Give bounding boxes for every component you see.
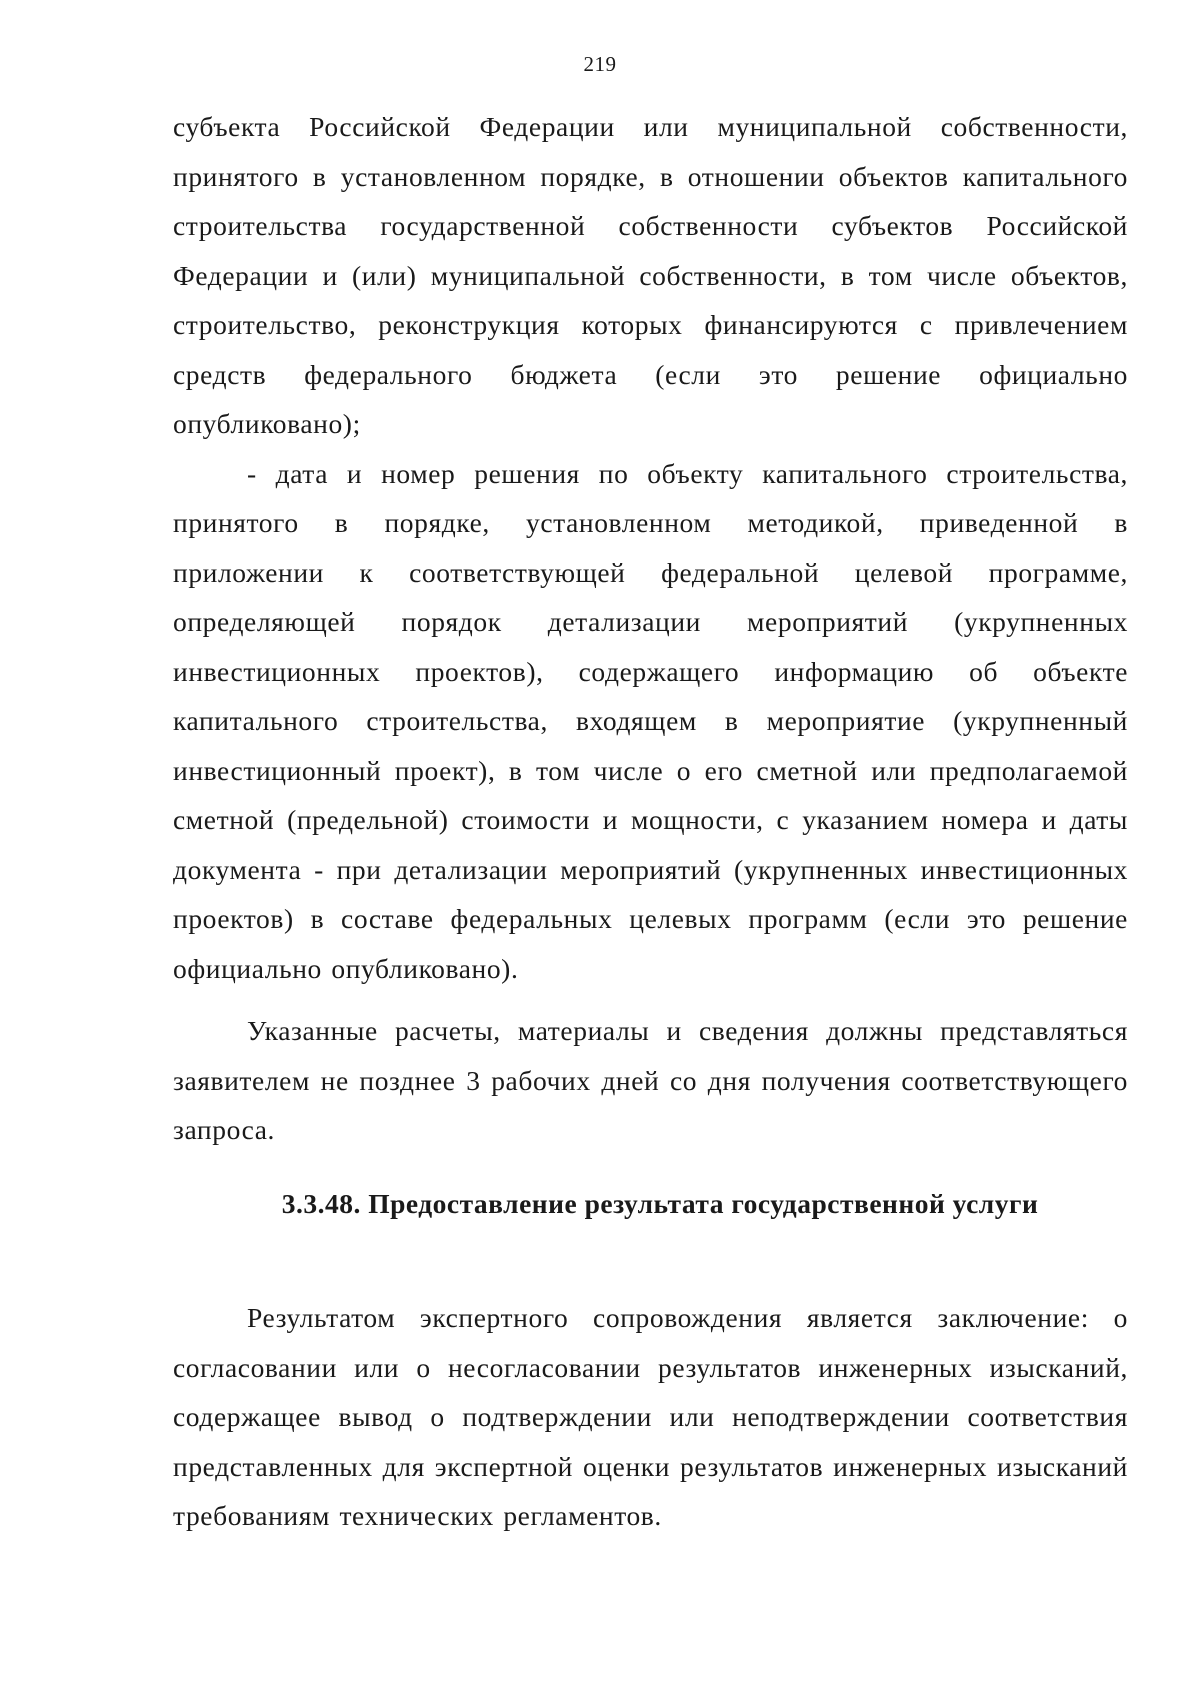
paragraph-decision-date: - дата и номер решения по объекту капитального строительства, принятого в порядке, установленном методикой, приведенной в приложении к соответствующей федеральной целевой программе, определяющей порядок детализации мероприятий (укрупненных инвестиционных проектов), содержащего информацию об объекте капитального строительства, входящем в мероприятие (укрупненный инвестиционный проект), в том числе о его сметной или предполагаемой сметной (предельной) стоимости и мощности, с указанием номера и даты документа - при детализации мероприятий (укрупненных инвестиционных проектов) в составе федеральных целевых программ (если это решение официально опубликовано). [173, 457, 1128, 984]
paragraph-deadline: Указанные расчеты, материалы и сведения должны представляться заявителем не позднее 3 рабочих дней со дня получения соответствующего запроса. [173, 1015, 1128, 1145]
paragraph-subject-property: субъекта Российской Федерации или муниципальной собственности, принятого в установленном порядке, в отношении объектов капитального строительства государственной собственности субъектов Российской Федерации и (или) муниципальной собственности, в том числе объектов, строительство, реконструкция которых финансируются с привлечением средств федерального бюджета (если это решение официально опубликовано); [173, 111, 1128, 439]
text-block-deadline [173, 1006, 1128, 1155]
text-block-result [173, 1293, 1128, 1541]
page-number: 219 [583, 52, 617, 76]
text-block-top [173, 102, 1128, 993]
paragraph-result: Результатом экспертного сопровождения является заключение: о согласовании или о несогласовании результатов инженерных изысканий, содержащее вывод о подтверждении или неподтверждении соответствия представленных для экспертной оценки результатов инженерных изысканий требованиям технических регламентов. [173, 1302, 1128, 1531]
section-heading: 3.3.48. Предоставление результата государственной услуги [281, 1188, 1039, 1219]
